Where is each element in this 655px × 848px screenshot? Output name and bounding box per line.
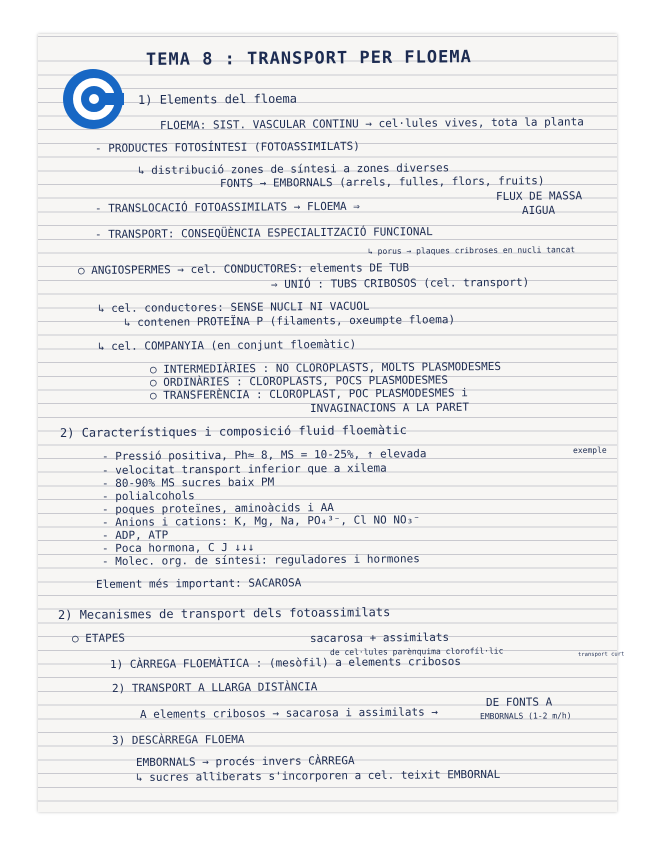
note-line: ↳ cel. COMPANYIA (en conjunt floemàtic) bbox=[97, 337, 357, 353]
note-line: - PRODUCTES FOTOSÍNTESI (FOTOASSIMILATS) bbox=[94, 139, 360, 155]
section-heading: 2) Mecanismes de transport dels fotoassimilats bbox=[57, 605, 391, 622]
note-line: ↳ distribució zones de síntesi a zones diverses bbox=[137, 161, 450, 177]
note-line: 3) DESCÀRREGA FLOEMA bbox=[111, 732, 245, 747]
note-line: EMBORNALS (1-2 m/h) bbox=[479, 711, 572, 721]
note-line: ○ INTERMEDIÀRIES : NO CLOROPLASTS, MOLTS PLASMODESMES bbox=[149, 359, 502, 376]
note-line: - Poca hormona, C J ↓↓↓ bbox=[101, 540, 255, 555]
note-line: ⇒ UNIÓ : TUBS CRIBOSOS (cel. transport) bbox=[270, 275, 530, 291]
note-line: FONTS → EMBORNALS (arrels, fulles, flors, fruits) bbox=[219, 174, 545, 190]
note-line: AIGUA bbox=[521, 203, 556, 217]
note-line: A elements cribosos → sacarosa i assimilats → bbox=[139, 705, 439, 721]
note-line: - poques proteïnes, aminoàcids i AA bbox=[101, 500, 334, 516]
page-title: TEMA 8 : TRANSPORT PER FLOEMA bbox=[145, 47, 472, 70]
note-line: DE FONTS A bbox=[485, 695, 553, 709]
note-line: - polialcohols bbox=[101, 489, 195, 503]
note-line: ○ ETAPES bbox=[71, 631, 126, 645]
note-line: ↳ contenen PROTEÏNA P (filaments, oxeumpte floema) bbox=[123, 313, 456, 329]
notebook-page bbox=[38, 34, 625, 812]
section-heading: 2) Característiques i composició fluid floemàtic bbox=[59, 422, 407, 440]
note-line: EMBORNALS → procés invers CÀRREGA bbox=[135, 754, 355, 769]
note-line: Element més important: SACAROSA bbox=[95, 576, 302, 591]
note-line: - Anions i cations: K, Mg, Na, PO₄³⁻, Cl NO NO₃⁻ bbox=[101, 513, 420, 529]
note-line: - TRANSLOCACIÓ FOTOASSIMILATS → FLOEMA ⇒ bbox=[94, 199, 360, 215]
note-line: INVAGINACIONS A LA PARET bbox=[309, 400, 470, 415]
note-line: ↳ sucres alliberats s'incorporen a cel. teixit EMBORNAL bbox=[135, 767, 501, 784]
note-line: ○ ORDINÀRIES : CLOROPLASTS, POCS PLASMODESMES bbox=[149, 373, 449, 389]
note-line: ↳ porus → plaques cribroses en nucli tancat bbox=[367, 245, 576, 256]
note-line: - velocitat transport inferior que a xilema bbox=[101, 461, 387, 477]
note-line: - Molec. org. de síntesi: reguladores i hormones bbox=[101, 552, 420, 568]
note-line: de cel·lules parènquima clorofíl·lic bbox=[329, 646, 504, 657]
note-line: ↳ cel. conductores: SENSE NUCLI NI VACUOL bbox=[97, 299, 370, 315]
note-line: - Pressió positiva, Ph≈ 8, MS = 10-25%, ↑ elevada bbox=[101, 447, 427, 463]
section-heading: 1) Elements del floema bbox=[137, 91, 298, 107]
note-line: ○ ANGIOSPERMES → cel. CONDUCTORES: elements DE TUB bbox=[77, 261, 410, 277]
note-line: 1) CÀRREGA FLOEMÀTICA : (mesòfil) a elements cribosos bbox=[109, 654, 462, 671]
note-line: - ADP, ATP bbox=[101, 528, 169, 542]
note-line: sacarosa + assimilats bbox=[309, 630, 450, 645]
note-line: FLUX DE MASSA bbox=[495, 189, 583, 203]
note-line: exemple bbox=[572, 445, 607, 455]
brand-c-logo-icon bbox=[62, 68, 124, 130]
note-line: FLOEMA: SIST. VASCULAR CONTINU → cel·lules vives, tota la planta bbox=[159, 115, 584, 132]
note-line: - 80-90% MS sucres baix PM bbox=[101, 475, 275, 490]
note-line: transport curt bbox=[577, 651, 625, 658]
note-line: - TRANSPORT: CONSEQÜÈNCIA ESPECIALITZACIÓ FUNCIONAL bbox=[94, 225, 433, 241]
note-line: ○ TRANSFERÈNCIA : CLOROPLAST, POC PLASMODESMES i bbox=[149, 386, 468, 402]
note-line: 2) TRANSPORT A LLARGA DISTÀNCIA bbox=[111, 680, 318, 695]
